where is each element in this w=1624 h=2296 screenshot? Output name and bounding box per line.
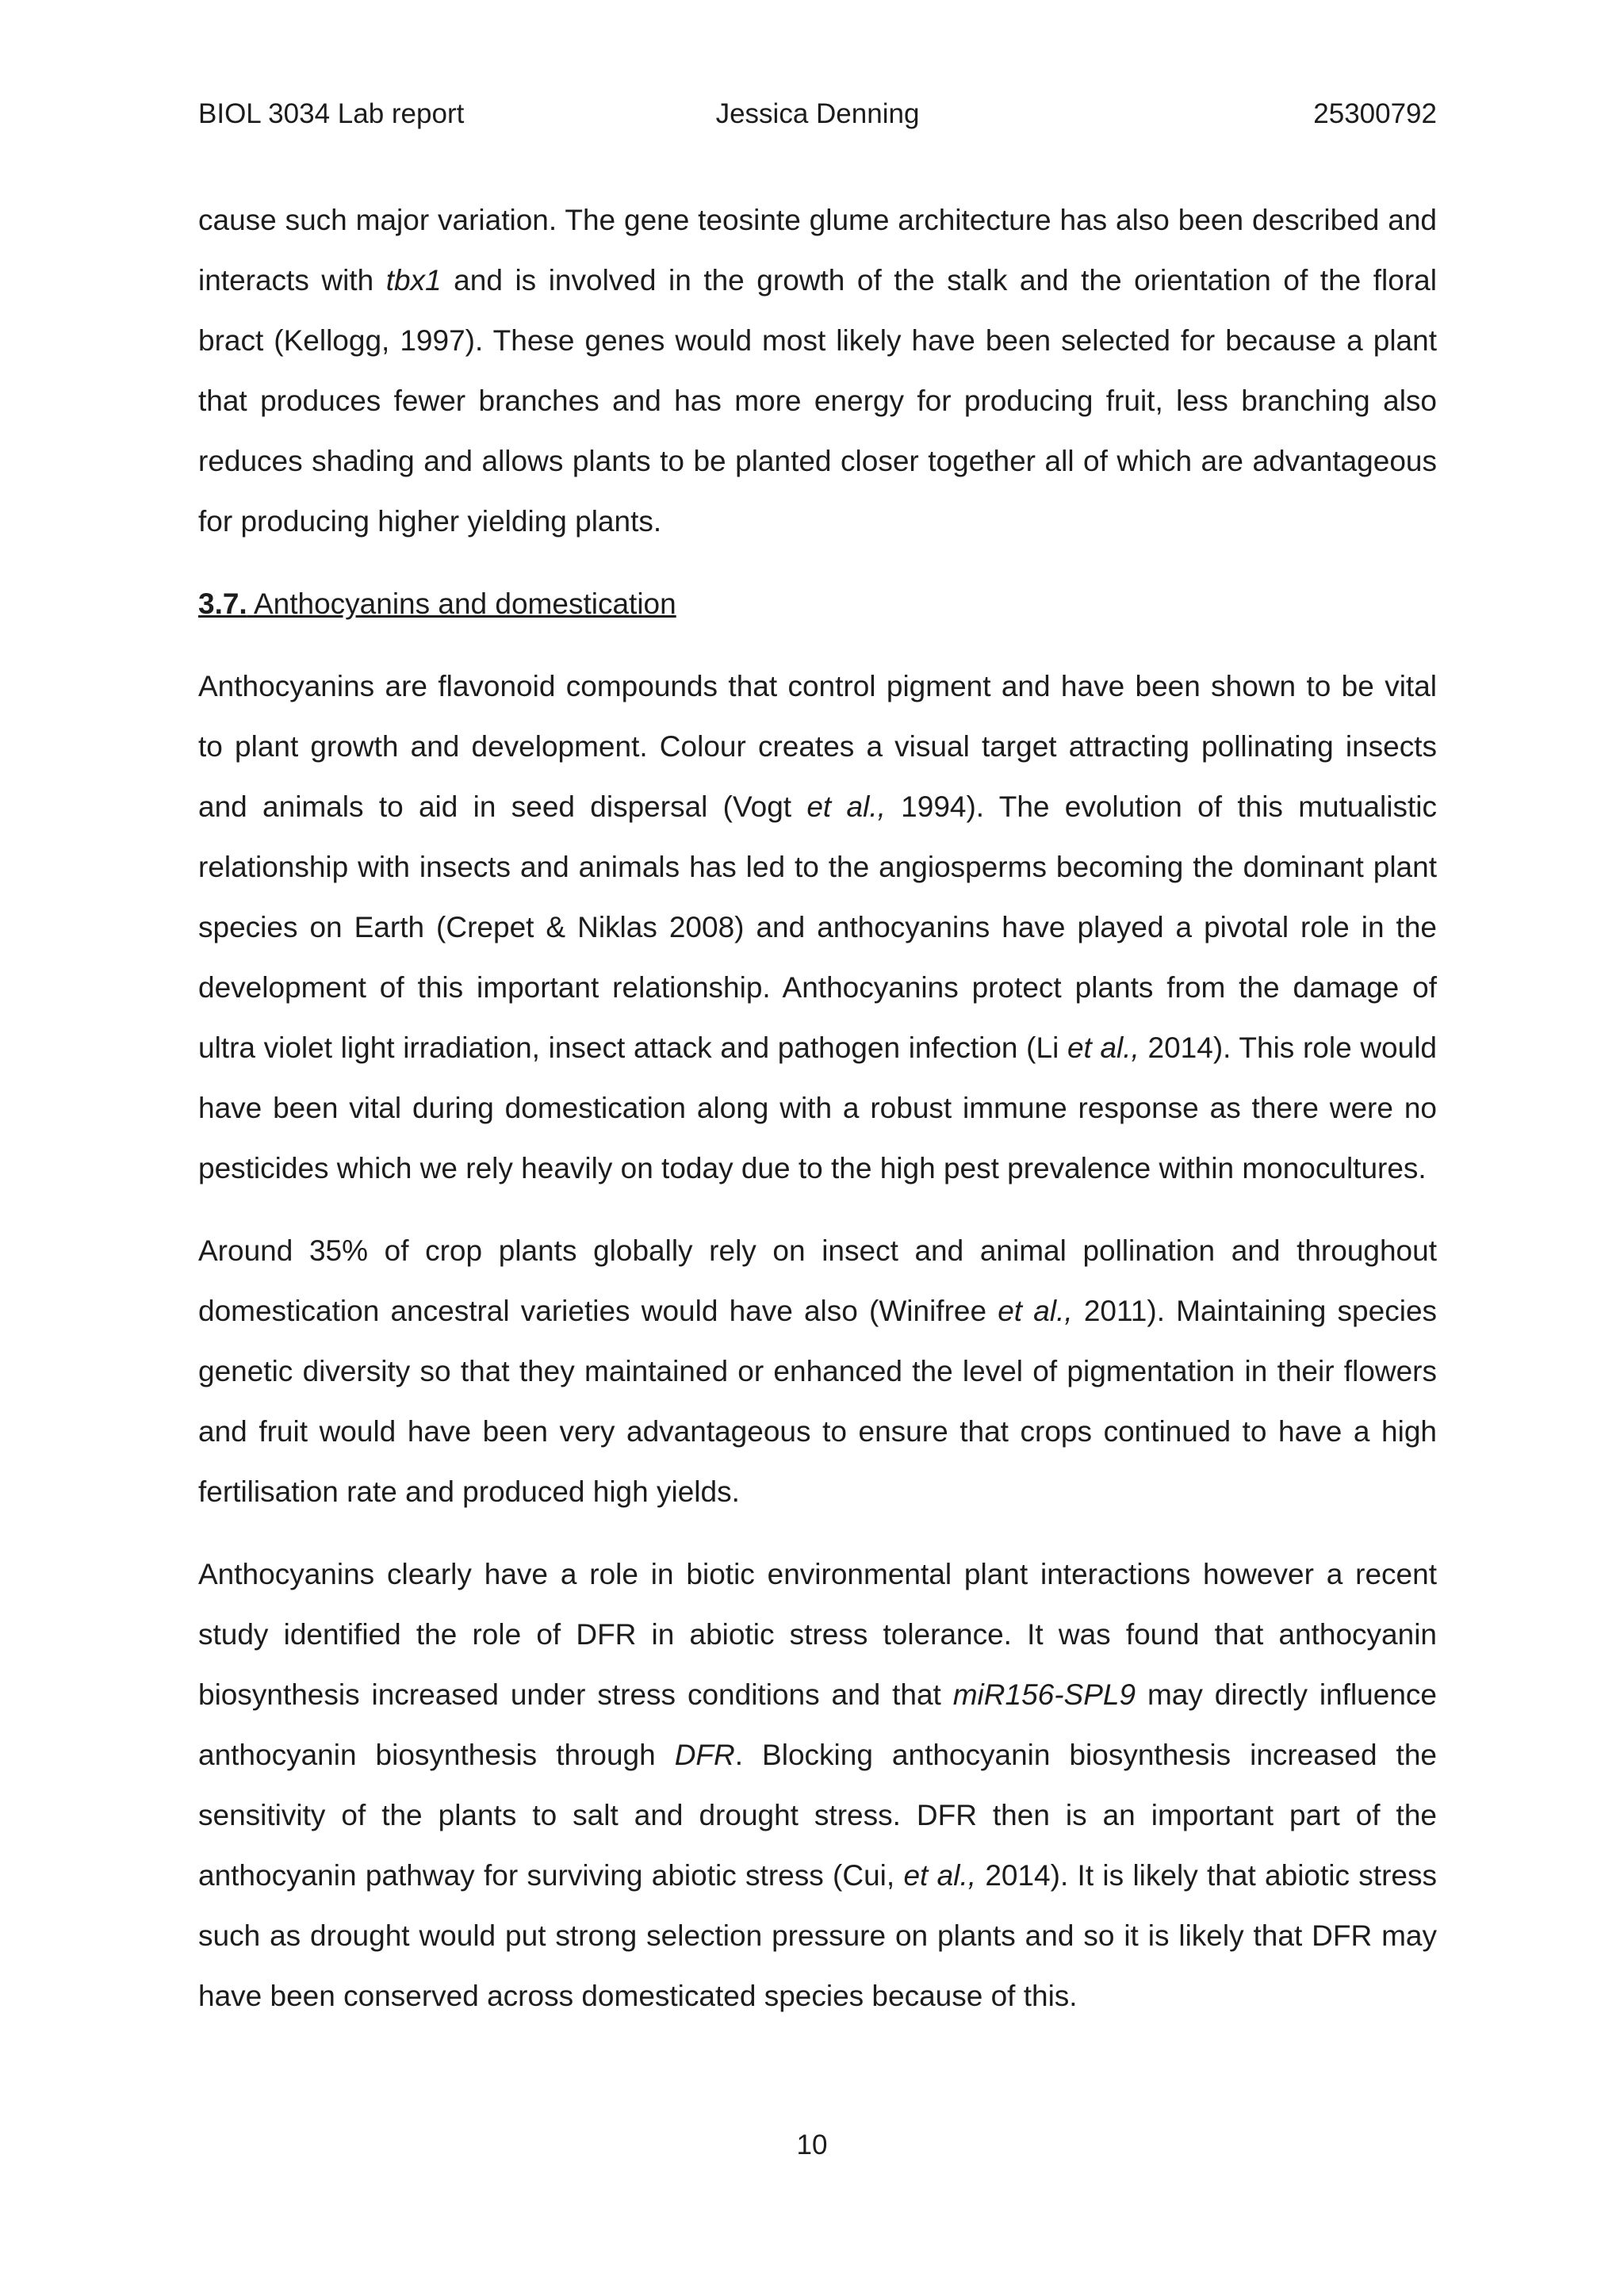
paragraph-abiotic-stress — [198, 1544, 1437, 2026]
header-student-id: 25300792 — [1313, 98, 1437, 129]
page-body — [198, 190, 1437, 2049]
text-run: 2011). Maintaining species genetic diversity so that they maintained or enhanced the level of pigmentation in their flowers and fruit would have been very advantageous to ensure that crops continued to have a high fertilisation rate and produced high yields. — [198, 1295, 1438, 1508]
citation-etal: et al., — [998, 1295, 1073, 1327]
citation-etal: et al., — [806, 790, 886, 823]
header-author: Jessica Denning — [715, 98, 920, 129]
text-run: cause such major variation. The gene teosinte glume architecture has also been described and interacts with — [198, 204, 1437, 297]
text-run: 2014). This role would have been vital during domestication along with a robust immune response as there were no pesticides which we rely heavily on today due to the high pest prevalence within monocultures. — [198, 1031, 1438, 1184]
section-number: 3.7. — [198, 587, 247, 620]
gene-name: tbx1 — [385, 264, 442, 297]
text-run: Anthocyanins are flavonoid compounds that control pigment and have been shown to be vital to plant growth and development. Colour creates a visual target attracting pollinating insects and animals to aid in seed dispersal (Vogt — [198, 670, 1437, 823]
paragraph-pollination — [198, 1221, 1437, 1522]
section-heading — [198, 574, 1437, 634]
gene-name: DFR — [674, 1739, 735, 1771]
text-run: 2014). It is likely that abiotic stress such as drought would put strong selection pressure on plants and so it is likely that DFR may have been conserved across domesticated species because of this. — [198, 1859, 1437, 2012]
gene-name: miR156-SPL9 — [952, 1678, 1136, 1711]
page-number: 10 — [796, 2130, 828, 2160]
text-run: Anthocyanins clearly have a role in biotic environmental plant interactions however a recent study identified the role of DFR in abiotic stress tolerance. It was found that anthocyanin biosynthesis increased under stress conditions and that — [198, 1558, 1437, 1711]
text-run: . Blocking anthocyanin biosynthesis increased the sensitivity of the plants to salt and drought stress. DFR then is an important part of the anthocyanin pathway for surviving abiotic stress (Cui, — [198, 1739, 1437, 1892]
page-header — [198, 98, 1437, 138]
section-title: Anthocyanins and domestication — [253, 587, 676, 620]
citation-etal: et al., — [1067, 1031, 1139, 1064]
text-run: Around 35% of crop plants globally rely on insect and animal pollination and throughout domestication ancestral varieties would have also (Winifree — [198, 1234, 1437, 1327]
header-course: BIOL 3034 Lab report — [198, 98, 465, 129]
text-run: may directly influence anthocyanin biosynthesis through — [198, 1678, 1437, 1771]
text-run: 1994). The evolution of this mutualistic relationship with insects and animals has led to the angiosperms becoming the dominant plant species on Earth (Crepet & Niklas 2008) and anthocyanins have played a pivotal role in the development of this important relationship. Anthocyanins protect plants from the damage of ultra violet light irradiation, insect attack and pathogen infection (Li — [198, 790, 1437, 1064]
paragraph-anthocyanins-intro — [198, 656, 1437, 1199]
paragraph-continued — [198, 190, 1437, 552]
citation-etal: et al., — [903, 1859, 977, 1892]
text-run: and is involved in the growth of the stalk and the orientation of the floral bract (Kellogg, 1997). These genes would most likely have been selected for because a plant that produces fewer branches and has more energy for producing fruit, less branching also reduces shading and allows plants to be planted closer together all of which are advantageous for producing higher yielding plants. — [198, 264, 1437, 538]
